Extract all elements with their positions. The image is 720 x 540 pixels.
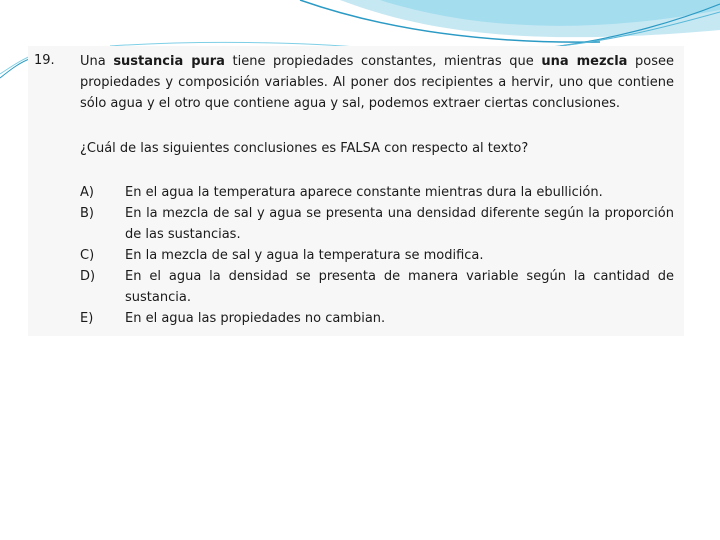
option-letter: E)	[80, 311, 94, 326]
answer-options	[80, 182, 674, 329]
answer-option	[80, 245, 674, 266]
question-number: 19.	[34, 53, 55, 68]
answer-option	[80, 266, 674, 308]
stem-bold-term: una mezcla	[541, 54, 628, 69]
stem-bold-term: sustancia pura	[113, 54, 225, 69]
option-letter: C)	[80, 248, 95, 263]
stem-text: tiene propiedades constantes, mientras que	[224, 54, 542, 69]
question-prompt: ¿Cuál de las siguientes conclusiones es FALSA con respecto al texto?	[80, 141, 529, 156]
option-text: En el agua la densidad se presenta de manera variable según la cantidad de sustancia.	[125, 269, 674, 305]
option-text: En la mezcla de sal y agua se presenta una densidad diferente según la proporción de las sustancias.	[125, 206, 674, 242]
stem-text: posee propiedades y composición variables. Al poner dos recipientes a hervir, uno que contiene sólo agua y el otro que contiene agua y sal, podemos extraer ciertas conclusiones.	[80, 54, 675, 111]
option-text: En el agua las propiedades no cambian.	[125, 311, 386, 326]
answer-option	[80, 182, 674, 203]
option-letter: A)	[80, 185, 94, 200]
answer-option	[80, 203, 674, 245]
question-card	[28, 46, 684, 336]
option-text: En el agua la temperatura aparece constante mientras dura la ebullición.	[125, 185, 603, 200]
option-letter: B)	[80, 206, 94, 221]
option-text: En la mezcla de sal y agua la temperatura se modifica.	[125, 248, 484, 263]
stem-text: Una	[80, 54, 114, 69]
answer-option	[80, 308, 674, 329]
question-stem	[80, 51, 674, 114]
option-letter: D)	[80, 269, 96, 284]
